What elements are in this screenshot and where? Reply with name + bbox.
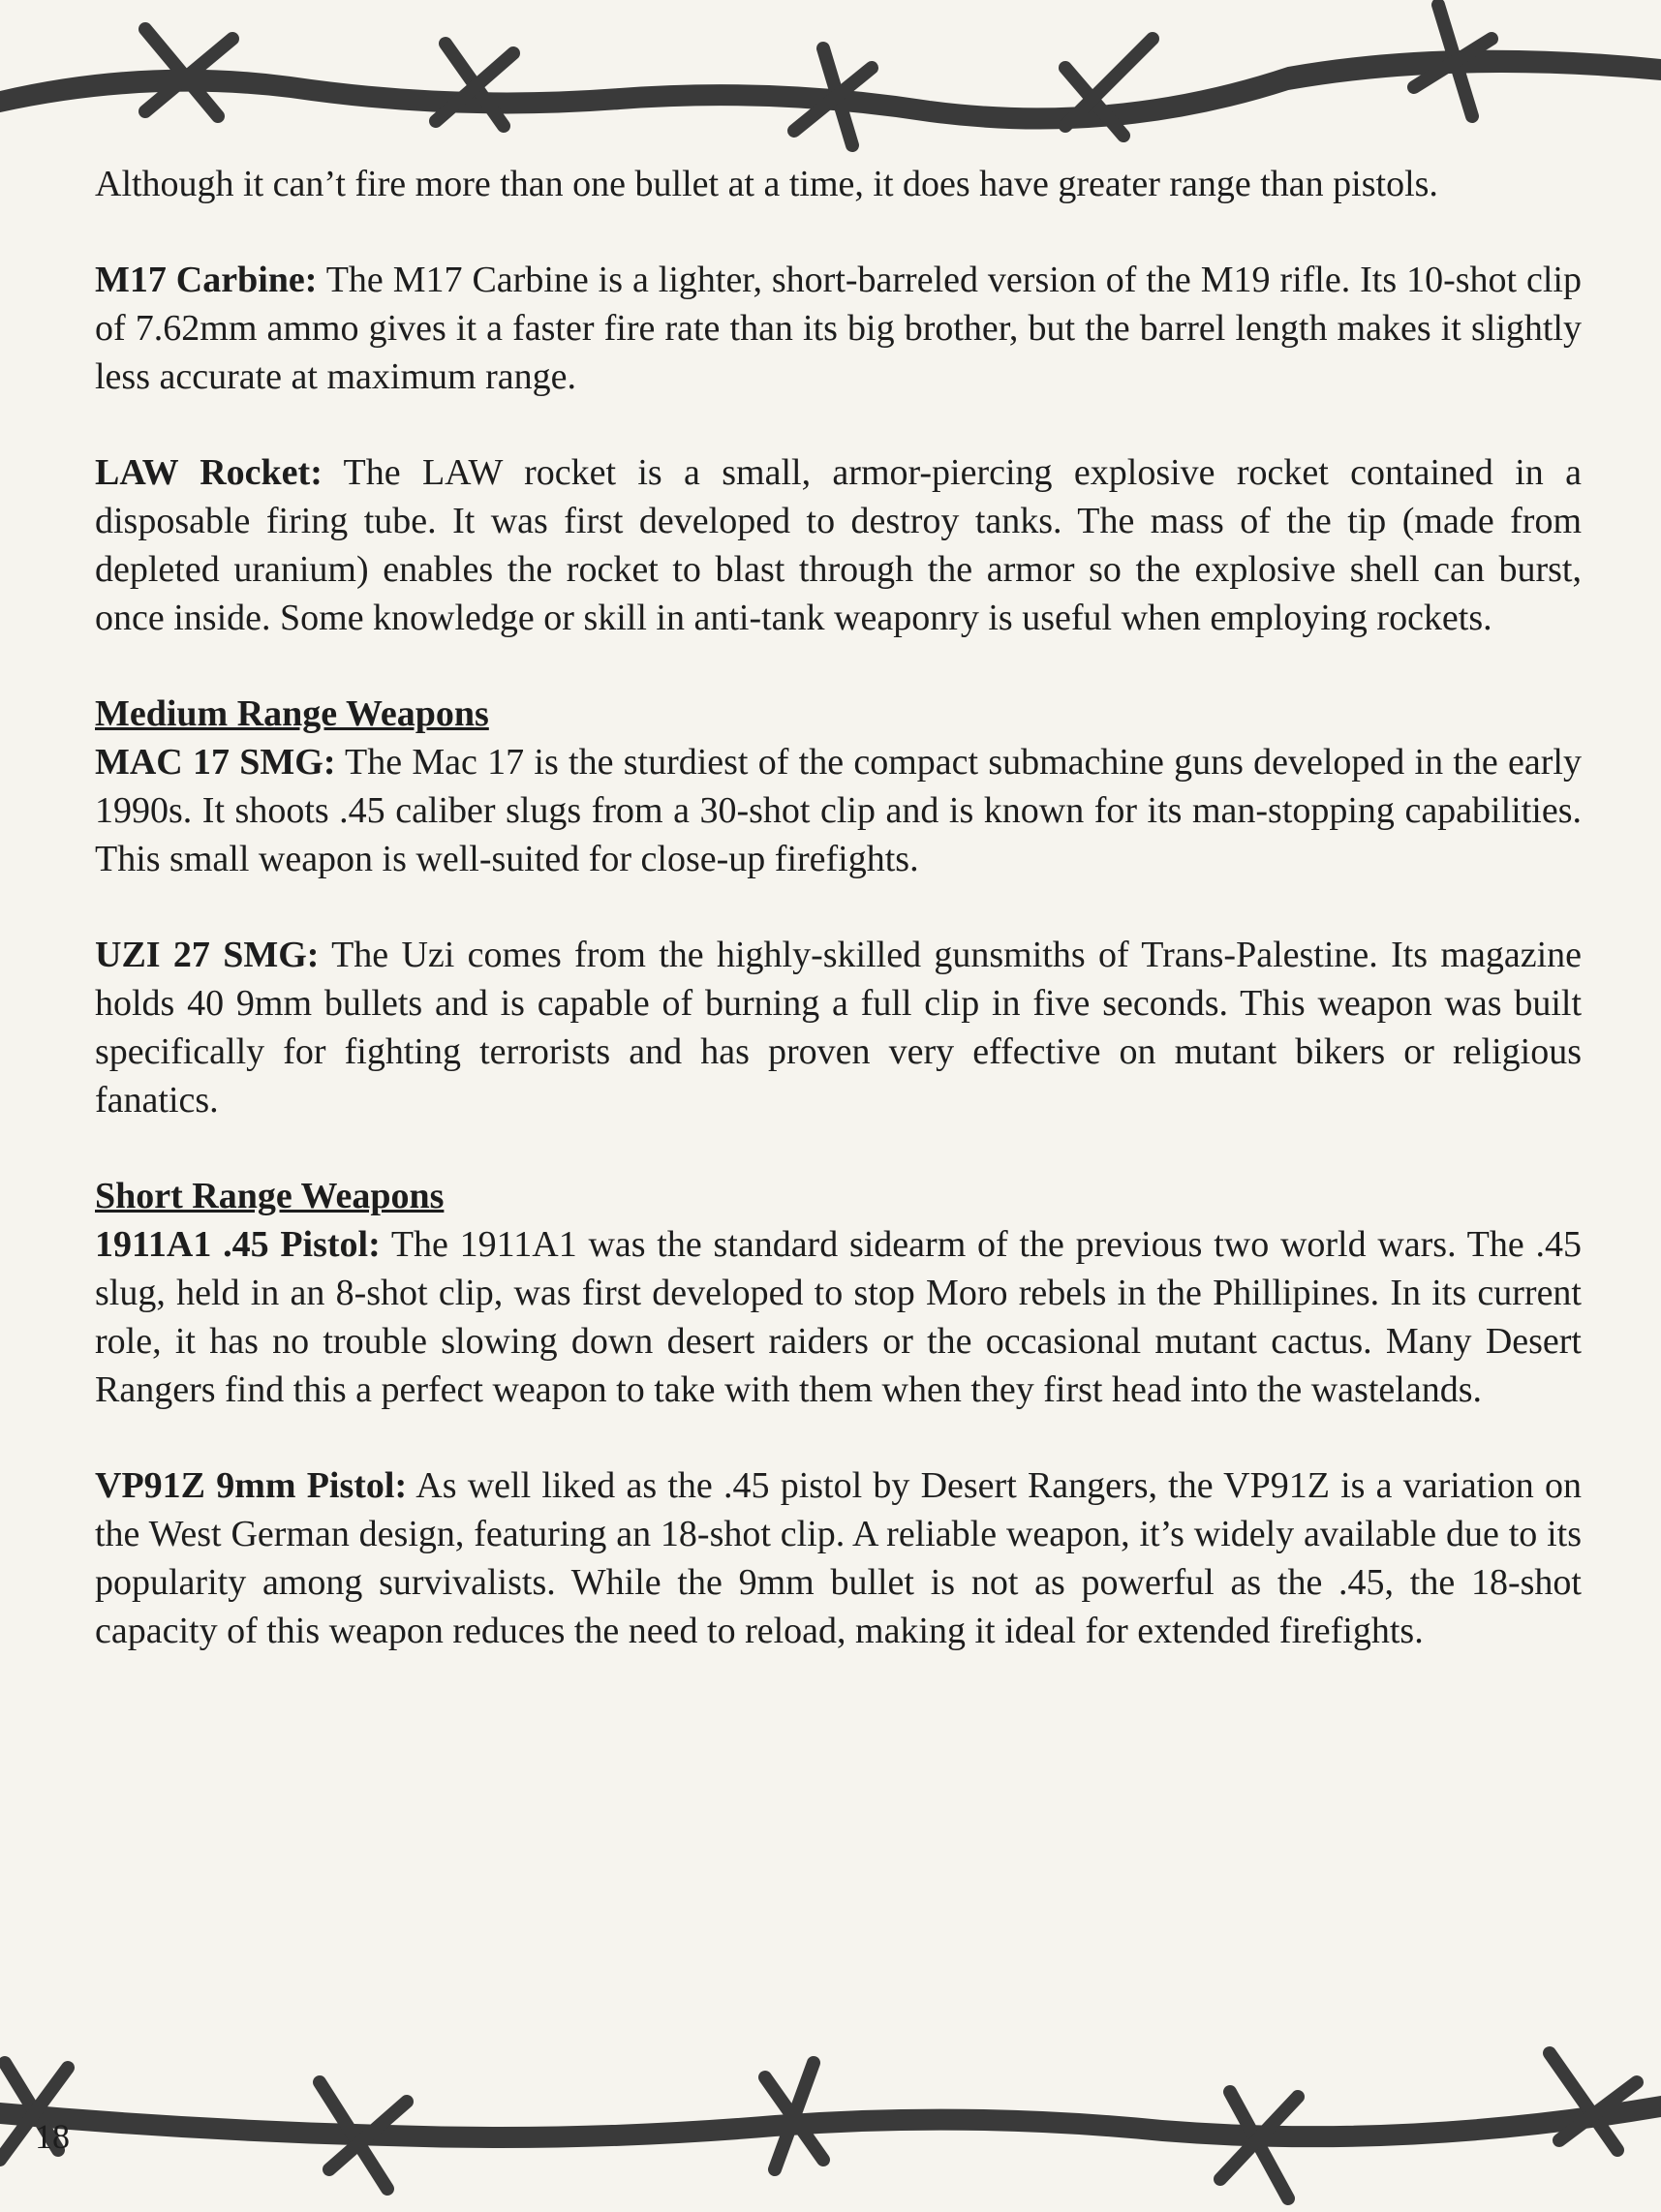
barbed-wire-top: [0, 0, 1661, 184]
weapon-entry-m17: [95, 256, 1582, 401]
weapon-name: 1911A1 .45 Pistol:: [95, 1224, 381, 1265]
weapon-entry-mac17: [95, 738, 1582, 883]
weapon-name: MAC 17 SMG:: [95, 742, 336, 783]
weapon-description: As well liked as the .45 pistol by Desert Rangers, the VP91Z is a variation on the West German design, featuring an 18-shot clip. A reliable weapon, it’s widely available due to its popularity among survivalists. While the 9mm bullet is not as powerful as the .45, the 18-shot capacity of this weapon reduces the need to reload, making it ideal for extended firefights.: [95, 1465, 1583, 1651]
weapon-description: The M17 Carbine is a lighter, short-barreled version of the M19 rifle. Its 10-shot clip of 7.62mm ammo gives it a faster fire rate than its big brother, but the barrel length makes it slightly less accurate at maximum range.: [95, 260, 1582, 397]
section-heading-medium: Medium Range Weapons: [95, 693, 489, 734]
weapon-description: The Uzi comes from the highly-skilled gunsmiths of Trans-Palestine. Its magazine holds 40 9mm bullets and is capable of burning a full clip in five seconds. This weapon was built specifically for fighting terrorists and has proven very effective on mutant bikers or religious fanatics.: [95, 935, 1582, 1121]
weapon-description: The 1911A1 was the standard sidearm of the previous two world wars. The .45 slug, held in an 8-shot clip, was first developed to stop Moro rebels in the Phillipines. In its current role, it has no trouble slowing down desert raiders or the occasional mutant cactus. Many Desert Rangers find this a perfect weapon to take with them when they first head into the wastelands.: [95, 1224, 1582, 1410]
intro-paragraph: Although it can’t fire more than one bullet at a time, it does have greater range than pistols.: [95, 164, 1438, 204]
weapon-name: LAW Rocket:: [95, 452, 323, 493]
weapon-name: UZI 27 SMG:: [95, 935, 320, 975]
weapon-name: M17 Carbine:: [95, 260, 318, 300]
barbed-wire-bottom: [0, 2043, 1661, 2212]
weapon-entry-uzi27: [95, 931, 1582, 1124]
weapon-entry-law: [95, 448, 1582, 642]
section-heading-short: Short Range Weapons: [95, 1176, 445, 1216]
weapon-description: The LAW rocket is a small, armor-piercing explosive rocket contained in a disposable firing tube. It was first developed to destroy tanks. The mass of the tip (made from depleted uranium) enables the rocket to blast through the armor so the explosive shell can burst, once inside. Some knowledge or skill in anti-tank weaponry is useful when employing rockets.: [95, 452, 1582, 638]
page-number: 18: [35, 2117, 70, 2156]
weapon-entry-vp91z: [95, 1461, 1582, 1655]
weapon-description: The Mac 17 is the sturdiest of the compact submachine guns developed in the early 1990s. It shoots .45 caliber slugs from a 30-shot clip and is known for its man-stopping capabilities. This small weapon is well-suited for close-up firefights.: [95, 742, 1582, 879]
weapon-name: VP91Z 9mm Pistol:: [95, 1465, 408, 1506]
document-body: [95, 160, 1582, 1655]
weapon-entry-1911a1: [95, 1220, 1582, 1414]
